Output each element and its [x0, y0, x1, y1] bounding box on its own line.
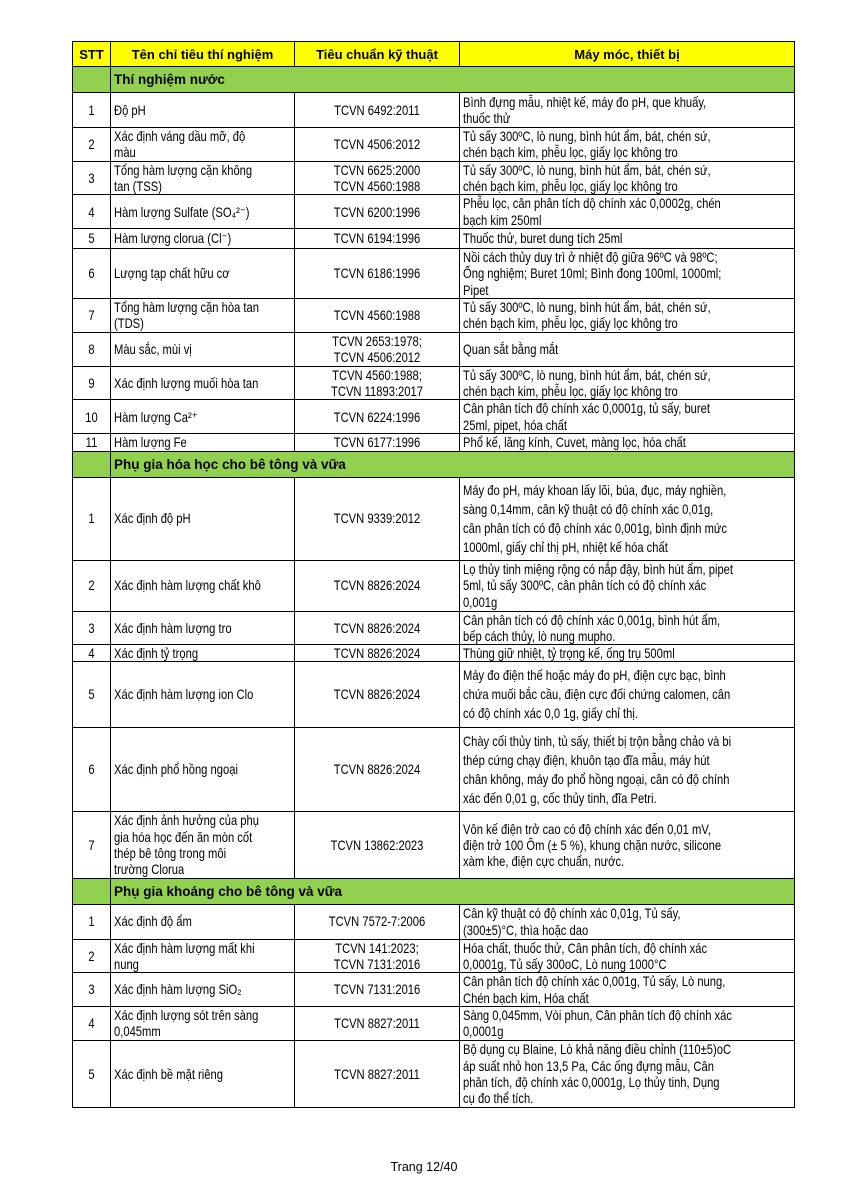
- test-name-line: Xác định hàm lượng tro: [114, 619, 232, 636]
- standard-code-line: TCVN 7131:2016: [333, 981, 421, 998]
- stt-cell: [73, 662, 111, 728]
- stt-number: 7: [88, 307, 95, 324]
- table-row: [73, 128, 795, 162]
- equipment-line: bếp cách thủy, lò nung mupho.: [463, 627, 616, 644]
- test-name-cell: [111, 332, 295, 366]
- test-name-line: Tổng hàm lượng cặn hòa tan: [114, 299, 259, 316]
- standard-cell: [295, 229, 460, 249]
- section-stt-cell: [73, 451, 111, 477]
- standard-code-line: TCVN 8826:2024: [333, 761, 421, 778]
- equipment-line: Pipet: [463, 281, 489, 298]
- standard-cell: [295, 939, 460, 973]
- equipment-line: Tủ sấy 300ºC, lò nung, bình hút ẩm, bát, chén sứ,: [463, 128, 711, 144]
- stt-number: 2: [88, 947, 95, 964]
- stt-cell: [73, 611, 111, 645]
- equipment-line: Chén bạch kim, Hóa chất: [463, 989, 589, 1006]
- equipment-line: Máy đo điện thế hoặc máy đo pH, điện cực bạc, bình: [463, 667, 726, 684]
- header-equipment: Máy móc, thiết bị: [460, 42, 795, 67]
- standard-code-line: TCVN 7572-7:2006: [328, 913, 426, 930]
- test-name-line: 0,045mm: [114, 1023, 161, 1040]
- standard-cell: [295, 161, 460, 195]
- equipment-cell: [460, 299, 795, 333]
- standard-code-line: TCVN 8826:2024: [333, 619, 421, 636]
- equipment-cell: [460, 645, 795, 662]
- stt-cell: [73, 249, 111, 299]
- table-header-row: [73, 42, 795, 67]
- standard-code-line: TCVN 11893:2017: [331, 382, 423, 399]
- test-name-line: Xác định bề mặt riêng: [114, 1065, 223, 1082]
- equipment-line: 5ml, tủ sấy 300ºC, cân phân tích có độ chính xác: [463, 577, 707, 594]
- standard-cell: [295, 904, 460, 939]
- test-name-cell: [111, 161, 295, 195]
- table-row: [73, 611, 795, 645]
- equipment-line: chén bạch kim, phễu lọc, giấy lọc không tro: [463, 144, 678, 161]
- equipment-cell: [460, 434, 795, 451]
- equipment-line: 1000ml, giấy chỉ thị pH, nhiệt kế hóa chất: [463, 538, 668, 555]
- test-name-line: Lượng tạp chất hữu cơ: [114, 265, 230, 282]
- equipment-cell: [460, 611, 795, 645]
- test-name-line: Hàm lượng Sulfate (SO₄²⁻): [114, 203, 250, 220]
- test-name-line: nung: [114, 955, 139, 972]
- table-body: [73, 67, 795, 1108]
- test-name-cell: [111, 366, 295, 400]
- test-name-cell: [111, 249, 295, 299]
- standard-cell: [295, 1006, 460, 1040]
- equipment-cell: [460, 1006, 795, 1040]
- stt-number: 3: [88, 981, 95, 998]
- equipment-line: Máy đo pH, máy khoan lấy lõi, búa, đục, máy nghiền,: [463, 481, 727, 498]
- equipment-line: 25ml, pipet, hóa chất: [463, 416, 567, 433]
- test-name-line: Độ pH: [114, 101, 146, 118]
- equipment-line: xác đến 0,01 g, cốc thủy tinh, đĩa Petri.: [463, 789, 657, 806]
- stt-cell: [73, 195, 111, 229]
- section-stt-cell: [73, 67, 111, 93]
- standard-code-line: TCVN 7131:2016: [333, 955, 421, 972]
- equipment-cell: [460, 128, 795, 162]
- table-row: [73, 728, 795, 812]
- test-name-line: gia hóa học đến ăn mòn cốt: [114, 828, 253, 845]
- equipment-line: chân không, máy đo phổ hồng ngoại, cân có độ chính: [463, 770, 730, 787]
- test-name-line: Xác định lượng sót trên sàng: [114, 1007, 259, 1024]
- table-row: [73, 195, 795, 229]
- test-name-cell: [111, 662, 295, 728]
- standard-code-line: TCVN 2653:1978;: [332, 332, 422, 349]
- equipment-line: điện trở 100 Ôm (± 5 %), khung chặn nước, silicone: [463, 836, 722, 853]
- standard-cell: [295, 560, 460, 611]
- table-row: [73, 973, 795, 1007]
- stt-number: 6: [88, 265, 95, 282]
- table-row: [73, 93, 795, 128]
- test-name-cell: [111, 939, 295, 973]
- table-row: [73, 400, 795, 434]
- section-title: Phụ gia hóa học cho bê tông và vữa: [111, 451, 795, 477]
- equipment-cell: [460, 93, 795, 128]
- header-test-name: Tên chỉ tiêu thí nghiệm: [111, 42, 295, 67]
- table-row: [73, 560, 795, 611]
- equipment-cell: [460, 728, 795, 812]
- page-number: Trang 12/40: [390, 1160, 458, 1174]
- stt-number: 3: [88, 169, 95, 186]
- test-name-cell: [111, 477, 295, 560]
- standard-cell: [295, 477, 460, 560]
- equipment-cell: [460, 400, 795, 434]
- standard-cell: [295, 195, 460, 229]
- table-row: [73, 904, 795, 939]
- standard-code-line: TCVN 6200:1996: [333, 203, 421, 220]
- section-title: Thí nghiệm nước: [111, 67, 795, 93]
- stt-number: 5: [88, 1065, 95, 1082]
- standard-code-line: TCVN 8826:2024: [333, 686, 421, 703]
- equipment-line: cân phân tích có độ chính xác 0,001g, bình định mức: [463, 519, 728, 536]
- test-name-line: trường Clorua: [114, 861, 185, 878]
- test-name-cell: [111, 1040, 295, 1107]
- equipment-line: xàm khe, điện cực chuẩn, nước.: [463, 853, 625, 870]
- stt-cell: [73, 1040, 111, 1107]
- table-row: [73, 434, 795, 451]
- test-name-cell: [111, 611, 295, 645]
- table-row: [73, 1006, 795, 1040]
- test-name-line: Xác định hàm lượng ion Clo: [114, 686, 254, 703]
- test-name-line: Hàm lượng Fe: [114, 434, 187, 451]
- section-row: [73, 67, 795, 93]
- equipment-line: Chày cối thủy tinh, tủ sấy, thiết bị trộn bằng chảo và bi: [463, 732, 732, 749]
- section-stt-cell: [73, 878, 111, 904]
- standard-code-line: TCVN 8826:2024: [333, 645, 421, 662]
- equipment-line: Phễu lọc, cân phân tích dộ chính xác 0,0002g, chén: [463, 195, 721, 212]
- table-row: [73, 812, 795, 878]
- equipment-line: Nồi cách thủy duy trì ở nhiệt độ giữa 96ºC và 98ºC;: [463, 249, 718, 266]
- test-name-line: Xác định hàm lượng SiO₂: [114, 981, 242, 998]
- stt-number: 8: [88, 341, 95, 358]
- equipment-line: chứa muối bắc cầu, điện cực đối chứng calomen, cân: [463, 686, 731, 703]
- test-name-cell: [111, 973, 295, 1007]
- equipment-line: Cân kỹ thuật có độ chính xác 0,01g, Tủ sấy,: [463, 905, 681, 922]
- standard-code-line: TCVN 6186:1996: [333, 265, 421, 282]
- equipment-cell: [460, 477, 795, 560]
- stt-number: 6: [88, 761, 95, 778]
- equipment-line: Thùng giữ nhiệt, tỷ trọng kế, ống trụ 500ml: [463, 645, 675, 662]
- header-stt: STT: [73, 42, 111, 67]
- table-row: [73, 332, 795, 366]
- test-name-cell: [111, 93, 295, 128]
- standard-code-line: TCVN 4506:2012: [333, 136, 421, 153]
- equipment-line: thép cứng chạy điện, khuôn tạo đĩa mẫu, máy hút: [463, 751, 710, 768]
- test-name-line: (TDS): [114, 315, 144, 332]
- test-name-line: Xác định độ ẩm: [114, 913, 192, 930]
- table-row: [73, 229, 795, 249]
- stt-cell: [73, 560, 111, 611]
- equipment-cell: [460, 229, 795, 249]
- test-name-line: Xác định hàm lượng mất khi: [114, 939, 255, 956]
- test-name-cell: [111, 128, 295, 162]
- stt-number: 5: [88, 230, 95, 247]
- standard-cell: [295, 299, 460, 333]
- equipment-line: Tủ sấy 300ºC, lò nung, bình hút ẩm, bát, chén sứ,: [463, 366, 711, 383]
- equipment-line: 0,001g: [463, 593, 498, 610]
- standard-code-line: TCVN 6177:1996: [333, 434, 421, 451]
- stt-cell: [73, 939, 111, 973]
- test-equipment-table: [72, 41, 795, 1108]
- stt-number: 4: [88, 203, 95, 220]
- standard-cell: [295, 611, 460, 645]
- equipment-cell: [460, 1040, 795, 1107]
- standard-code-line: TCVN 6194:1996: [333, 230, 421, 247]
- test-name-cell: [111, 1006, 295, 1040]
- stt-cell: [73, 93, 111, 128]
- table-row: [73, 161, 795, 195]
- standard-code-line: TCVN 13862:2023: [330, 836, 424, 853]
- equipment-line: (300±5)°C, thìa hoặc dao: [463, 921, 589, 938]
- equipment-line: 0,0001g, Tủ sấy 300oC, Lò nung 1000°C: [463, 955, 667, 972]
- stt-number: 9: [88, 374, 95, 391]
- test-name-cell: [111, 229, 295, 249]
- standard-code-line: TCVN 8826:2024: [333, 577, 421, 594]
- equipment-line: Cân phân tích độ chính xác 0,001g, Tủ sấy, Lò nung,: [463, 973, 726, 990]
- equipment-cell: [460, 195, 795, 229]
- test-name-cell: [111, 812, 295, 878]
- stt-cell: [73, 477, 111, 560]
- equipment-line: 0,0001g: [463, 1023, 504, 1040]
- test-name-line: Tổng hàm lượng cặn không: [114, 161, 253, 178]
- test-name-line: Màu sắc, mùi vị: [114, 341, 192, 358]
- equipment-line: Sàng 0,045mm, Vòi phun, Cân phân tích độ chính xác: [463, 1007, 732, 1024]
- equipment-line: chén bạch kim, phễu lọc, giấy lọc không tro: [463, 382, 678, 399]
- equipment-line: Vôn kế điện trở cao có độ chính xác đến 0,01 mV,: [463, 820, 711, 837]
- test-name-cell: [111, 728, 295, 812]
- equipment-line: Bình đựng mẫu, nhiệt kế, máy đo pH, que khuấy,: [463, 93, 707, 110]
- section-title: Phụ gia khoáng cho bê tông và vữa: [111, 878, 795, 904]
- test-name-line: Xác định hàm lượng chất khô: [114, 577, 261, 594]
- equipment-cell: [460, 812, 795, 878]
- section-row: [73, 451, 795, 477]
- equipment-line: Cân phân tích độ chính xác 0,0001g, tủ sấy, buret: [463, 400, 710, 417]
- standard-code-line: TCVN 141:2023;: [335, 939, 419, 956]
- stt-cell: [73, 973, 111, 1007]
- equipment-cell: [460, 662, 795, 728]
- test-name-line: Hàm lượng Ca²⁺: [114, 408, 198, 425]
- standard-cell: [295, 128, 460, 162]
- standard-code-line: TCVN 8827:2011: [334, 1015, 420, 1032]
- test-name-line: Xác định váng dầu mỡ, độ: [114, 128, 246, 144]
- equipment-line: Bộ dụng cụ Blaine, Lò khả năng điều chỉnh (110±5)oC: [463, 1041, 732, 1058]
- standard-cell: [295, 662, 460, 728]
- stt-cell: [73, 434, 111, 451]
- header-standard: Tiêu chuẩn kỹ thuật: [295, 42, 460, 67]
- equipment-cell: [460, 904, 795, 939]
- standard-cell: [295, 249, 460, 299]
- standard-cell: [295, 812, 460, 878]
- test-name-line: màu: [114, 144, 136, 161]
- standard-cell: [295, 1040, 460, 1107]
- standard-code-line: TCVN 9339:2012: [333, 510, 421, 527]
- equipment-line: chén bạch kim, phễu lọc, giấy lọc không tro: [463, 315, 678, 332]
- test-name-line: thép bê tông trong môi: [114, 845, 227, 862]
- equipment-line: Thuốc thử, buret dung tích 25ml: [463, 230, 623, 247]
- test-name-line: Hàm lượng clorua (Cl⁻): [114, 230, 232, 247]
- standard-cell: [295, 973, 460, 1007]
- stt-number: 4: [88, 645, 95, 662]
- stt-cell: [73, 299, 111, 333]
- equipment-line: thuốc thử: [463, 110, 511, 126]
- equipment-cell: [460, 249, 795, 299]
- test-name-line: Xác định ảnh hưởng của phụ: [114, 812, 259, 829]
- equipment-cell: [460, 366, 795, 400]
- standard-cell: [295, 93, 460, 128]
- test-name-cell: [111, 904, 295, 939]
- test-name-cell: [111, 195, 295, 229]
- equipment-line: Ống nghiệm; Buret 10ml; Bình đong 100ml, 1000ml;: [463, 265, 722, 282]
- stt-number: 2: [88, 136, 95, 153]
- standard-code-line: TCVN 4506:2012: [333, 349, 421, 366]
- table-row: [73, 939, 795, 973]
- equipment-cell: [460, 332, 795, 366]
- standard-code-line: TCVN 6625:2000: [333, 161, 421, 178]
- test-name-line: Xác định độ pH: [114, 510, 191, 527]
- standard-cell: [295, 434, 460, 451]
- test-name-cell: [111, 299, 295, 333]
- standard-code-line: TCVN 6492:2011: [334, 101, 420, 118]
- stt-number: 10: [85, 408, 98, 425]
- stt-cell: [73, 332, 111, 366]
- stt-cell: [73, 229, 111, 249]
- test-name-cell: [111, 434, 295, 451]
- table-row: [73, 299, 795, 333]
- equipment-line: Tủ sấy 300ºC, lò nung, bình hút ẩm, bát, chén sứ,: [463, 299, 711, 316]
- stt-cell: [73, 728, 111, 812]
- equipment-line: Hóa chất, thuốc thử, Cân phân tích, độ chính xác: [463, 939, 708, 956]
- equipment-cell: [460, 560, 795, 611]
- stt-number: 1: [88, 913, 95, 930]
- standard-cell: [295, 728, 460, 812]
- equipment-line: phân tích, độ chính xác 0,0001g, Lọ thủy tinh, Dụng: [463, 1073, 720, 1090]
- table-row: [73, 645, 795, 662]
- stt-number: 1: [88, 101, 95, 118]
- stt-cell: [73, 161, 111, 195]
- test-name-line: tan (TSS): [114, 177, 162, 194]
- standard-code-line: TCVN 6224:1996: [333, 408, 421, 425]
- standard-cell: [295, 400, 460, 434]
- stt-cell: [73, 1006, 111, 1040]
- standard-cell: [295, 645, 460, 662]
- equipment-line: bạch kim 250ml: [463, 211, 542, 228]
- equipment-line: có độ chính xác 0,0 1g, giấy chỉ thị.: [463, 705, 638, 722]
- stt-number: 7: [88, 836, 95, 853]
- stt-cell: [73, 366, 111, 400]
- test-name-line: Xác định tỷ trọng: [114, 645, 199, 662]
- test-name-line: Xác định phổ hồng ngoại: [114, 761, 238, 778]
- stt-number: 11: [85, 434, 98, 451]
- table-row: [73, 249, 795, 299]
- equipment-line: cụ đo thể tích.: [463, 1090, 534, 1107]
- standard-code-line: TCVN 4560:1988;: [332, 366, 422, 383]
- stt-cell: [73, 400, 111, 434]
- equipment-cell: [460, 161, 795, 195]
- stt-cell: [73, 645, 111, 662]
- test-name-cell: [111, 560, 295, 611]
- stt-number: 5: [88, 686, 95, 703]
- section-row: [73, 878, 795, 904]
- stt-cell: [73, 128, 111, 162]
- stt-cell: [73, 904, 111, 939]
- table-row: [73, 1040, 795, 1107]
- equipment-line: Cân phân tích có độ chính xác 0,001g, bình hút ẩm,: [463, 611, 721, 628]
- table-row: [73, 366, 795, 400]
- equipment-line: áp suất nhỏ hon 13,5 Pa, Các ống đựng mẫu, Cân: [463, 1057, 714, 1074]
- stt-number: 4: [88, 1015, 95, 1032]
- test-name-cell: [111, 400, 295, 434]
- standard-cell: [295, 332, 460, 366]
- equipment-line: chén bạch kim, phễu lọc, giấy lọc không tro: [463, 177, 678, 194]
- equipment-line: Lọ thủy tinh miệng rộng có nắp đậy, bình hút ẩm, pipet: [463, 561, 734, 578]
- equipment-line: Quan sắt bằng mắt: [463, 341, 559, 358]
- stt-number: 1: [88, 510, 95, 527]
- table-row: [73, 662, 795, 728]
- equipment-line: Tủ sấy 300ºC, lò nung, bình hút ẩm, bát, chén sứ,: [463, 161, 711, 178]
- stt-number: 3: [88, 619, 95, 636]
- standard-code-line: TCVN 4560:1988: [333, 307, 421, 324]
- standard-cell: [295, 366, 460, 400]
- stt-cell: [73, 812, 111, 878]
- test-name-cell: [111, 645, 295, 662]
- stt-number: 2: [88, 577, 95, 594]
- equipment-cell: [460, 973, 795, 1007]
- standard-code-line: TCVN 8827:2011: [334, 1065, 420, 1082]
- standard-code-line: TCVN 4560:1988: [333, 177, 421, 194]
- table-row: [73, 477, 795, 560]
- test-name-line: Xác định lượng muối hòa tan: [114, 374, 259, 391]
- equipment-cell: [460, 939, 795, 973]
- equipment-line: Phổ kế, lăng kính, Cuvet, màng lọc, hóa chất: [463, 434, 686, 451]
- equipment-line: sàng 0,14mm, cân kỹ thuật có độ chính xác 0,01g,: [463, 500, 714, 517]
